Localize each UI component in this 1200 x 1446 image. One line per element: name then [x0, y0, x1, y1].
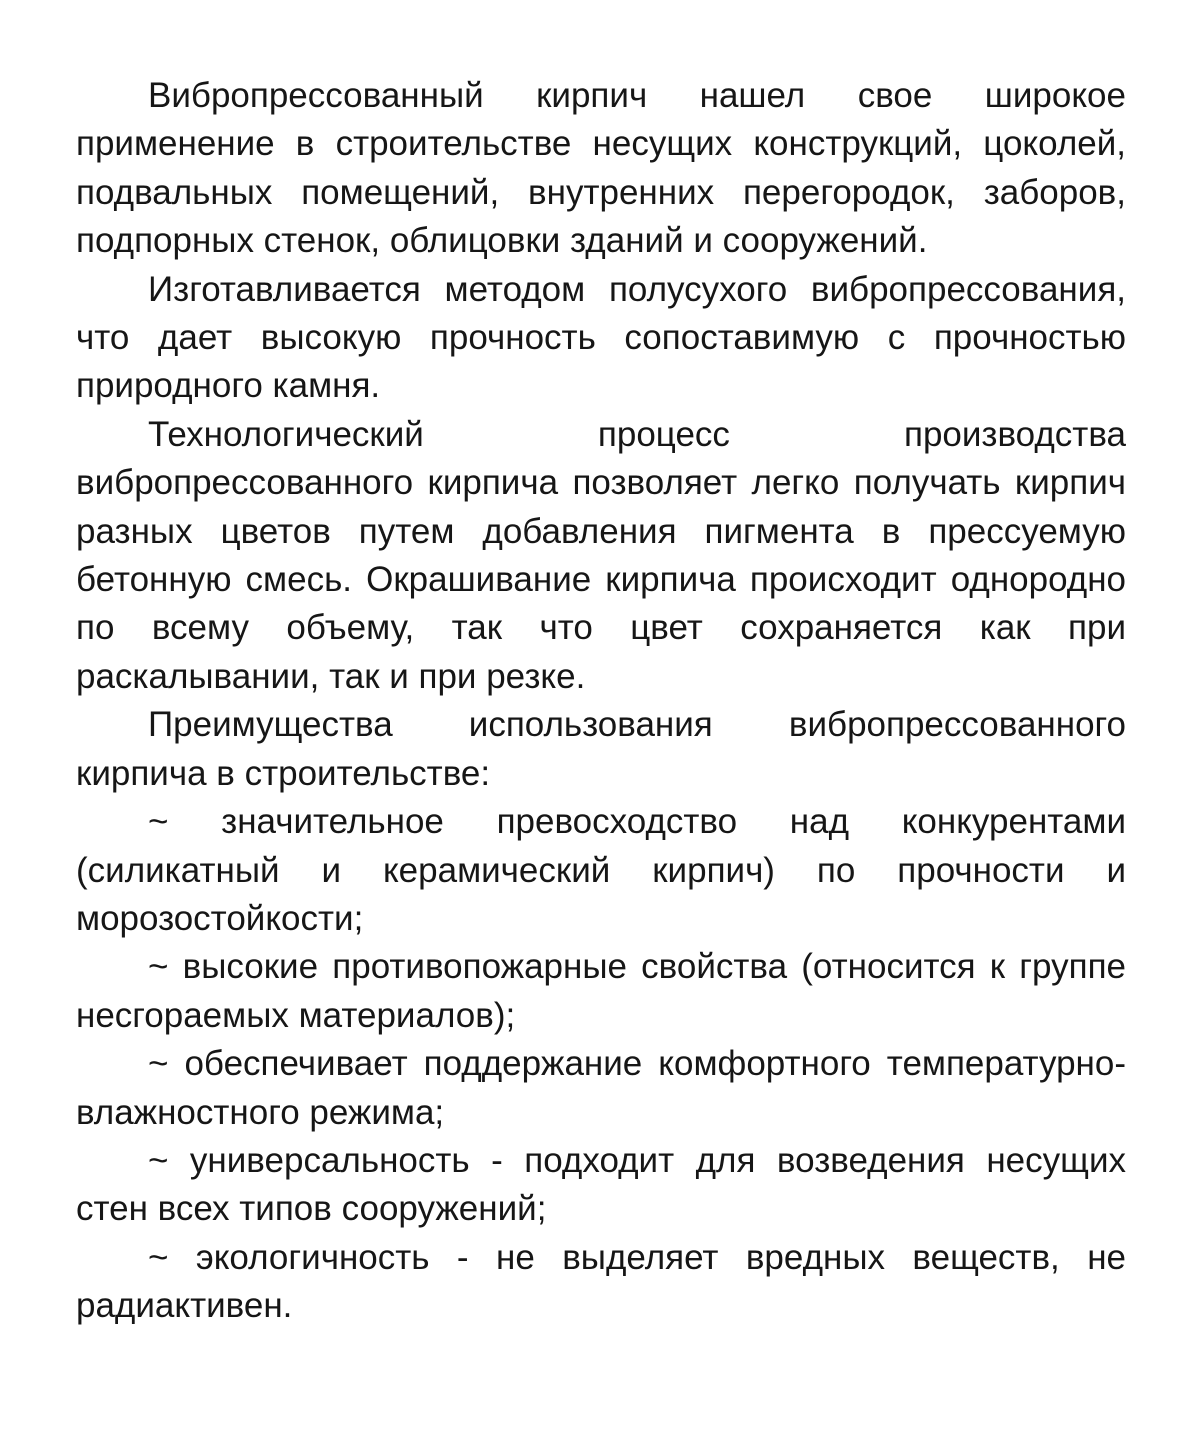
paragraph-method: Изготавливается методом полусухого вибропрессования, что дает высокую прочность сопоставимую с прочностью природного камня. [76, 269, 1126, 406]
list-item-fire-resistance: ~ высокие противопожарные свойства (относится к группе несгораемых материалов); [76, 947, 1126, 1035]
document-page [76, 72, 1126, 1331]
list-item-strength: ~ значительное превосходство над конкурентами (силикатный и керамический кирпич) по прочности и морозостойкости; [76, 802, 1126, 938]
list-item-universality: ~ универсальность - подходит для возведения несущих стен всех типов сооружений; [76, 1140, 1126, 1229]
paragraph-intro: Вибропрессованный кирпич нашел свое широкое применение в строительстве несущих конструкций, цоколей, подвальных помещений, внутренних перегородок, заборов, подпорных стенок, облицовки зданий и сооружений. [76, 76, 1126, 261]
paragraph-advantages-heading: Преимущества использования вибропрессованного кирпича в строительстве: [76, 705, 1126, 793]
list-item-ecology: ~ экологичность - не выделяет вредных веществ, не радиактивен. [76, 1237, 1126, 1326]
paragraph-technology: Технологический процесс производства вибропрессованного кирпича позволяет легко получать кирпич разных цветов путем добавления пигмента в прессуемую бетонную смесь. Окрашивание кирпича происходит однородно по всему объему, так что цвет сохраняется как при раскалывании, так и при резке. [76, 414, 1126, 696]
list-item-climate: ~ обеспечивает поддержание комфортного температурно-влажностного режима; [76, 1044, 1126, 1132]
